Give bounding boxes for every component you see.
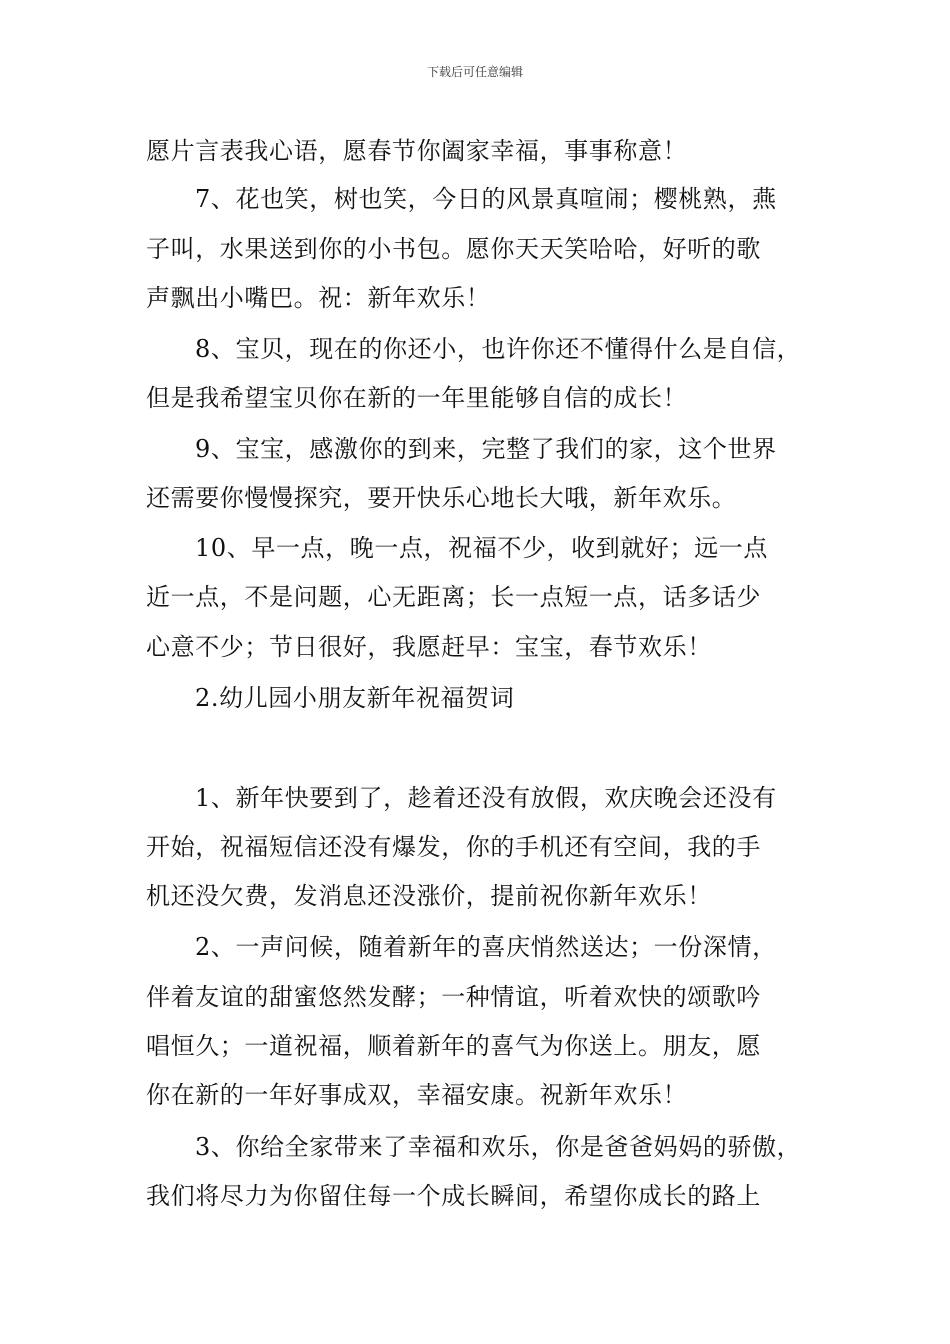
text-line: 近一点，不是问题，心无距离；长一点短一点，话多话少 <box>146 583 761 611</box>
text-line: 1、新年快要到了，趁着还没有放假，欢庆晚会还没有 <box>195 784 777 812</box>
text-line: 还需要你慢慢探究，要开快乐心地长大哦，新年欢乐。 <box>146 484 737 512</box>
text-line: 我们将尽力为你留住每一个成长瞬间，希望你成长的路上 <box>146 1182 761 1210</box>
page-header: 下载后可任意编辑 <box>426 65 523 79</box>
text-line: 但是我希望宝贝你在新的一年里能够自信的成长！ <box>146 384 688 412</box>
text-line: 心意不少；节日很好，我愿赶早：宝宝，春节欢乐！ <box>146 633 712 661</box>
text-line: 子叫，水果送到你的小书包。愿你天天笑哈哈，好听的歌 <box>146 235 761 263</box>
text-line: 伴着友谊的甜蜜悠然发酵；一种情谊，听着欢快的颂歌吟 <box>146 983 761 1011</box>
section-heading: 2.幼儿园小朋友新年祝福贺词 <box>195 684 515 712</box>
text-line: 唱恒久；一道祝福，顺着新年的喜气为你送上。朋友，愿 <box>146 1032 761 1060</box>
text-line: 10、早一点，晚一点，祝福不少，收到就好；远一点 <box>195 534 768 562</box>
text-line: 声飘出小嘴巴。祝：新年欢乐！ <box>146 284 491 312</box>
text-line: 7、花也笑，树也笑，今日的风景真喧闹；樱桃熟，燕 <box>195 185 777 213</box>
text-line: 开始，祝福短信还没有爆发，你的手机还有空间，我的手 <box>146 833 761 861</box>
text-line: 愿片言表我心语，愿春节你阖家幸福，事事称意！ <box>146 137 688 165</box>
text-line: 8、宝贝，现在的你还小，也许你还不懂得什么是自信， <box>195 335 802 363</box>
text-line: 3、你给全家带来了幸福和欢乐，你是爸爸妈妈的骄傲， <box>195 1133 802 1161</box>
text-line: 机还没欠费，发消息还没涨价，提前祝你新年欢乐！ <box>146 882 712 910</box>
text-line: 9、宝宝，感激你的到来，完整了我们的家，这个世界 <box>195 435 777 463</box>
text-line: 2、一声问候，随着新年的喜庆悄然送达；一份深情， <box>195 933 777 961</box>
text-line: 你在新的一年好事成双，幸福安康。祝新年欢乐！ <box>146 1081 688 1109</box>
